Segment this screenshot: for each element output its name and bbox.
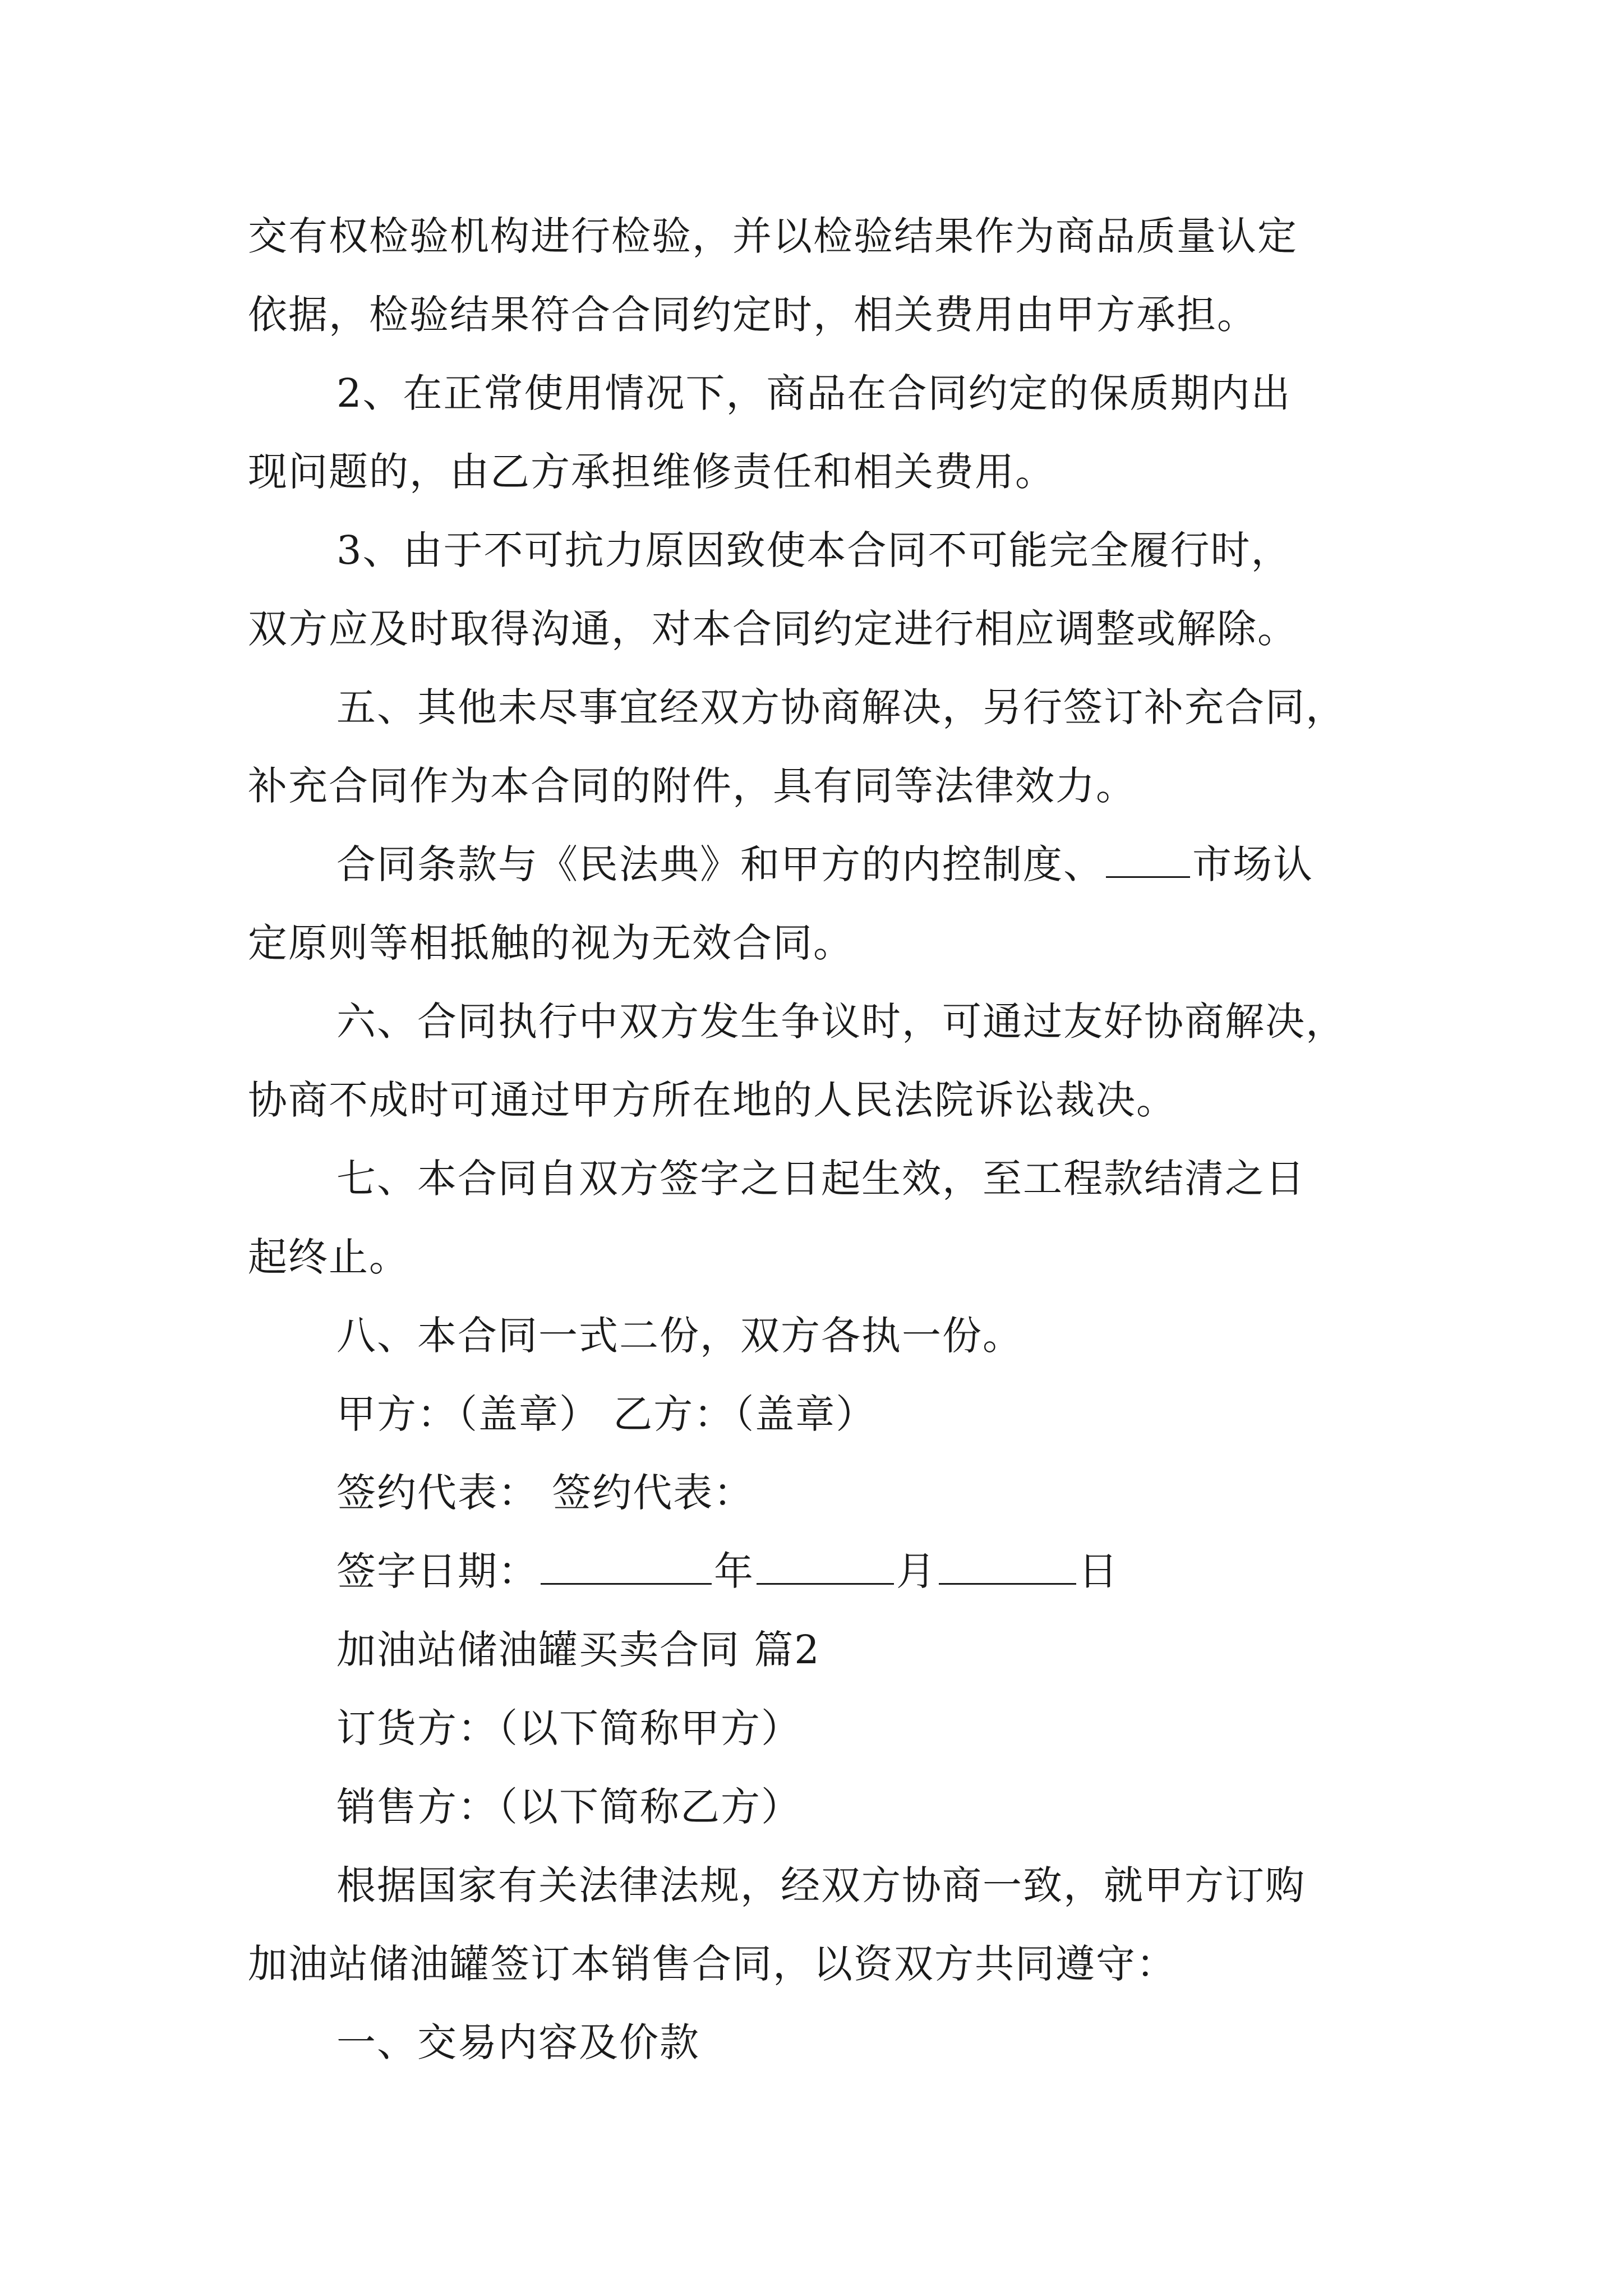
paragraph-line: 一、交易内容及价款 [336,2019,700,2065]
paragraph-line: 双方应及时取得沟通，对本合同约定进行相应调整或解除。 [248,606,1298,652]
paragraph-line: 八、本合同一式二份，双方各执一份。 [336,1313,1023,1359]
line-text: 月 [896,1548,937,1594]
paragraph-line: 起终止。 [248,1234,409,1280]
signature-date-line [336,1548,1492,1594]
blank-underline [757,1583,894,1585]
paragraph-line: 订货方：（以下简称甲方） [336,1705,801,1751]
section-title: 加油站储油罐买卖合同 篇2 [336,1627,820,1673]
paragraph-line: 五、其他未尽事宜经双方协商解决，另行签订补充合同， [336,684,1346,730]
paragraph-line: 根据国家有关法律法规，经双方协商一致，就甲方订购 [336,1862,1306,1908]
blank-underline [939,1583,1076,1585]
paragraph-line: 现问题的，由乙方承担维修责任和相关费用。 [248,449,1055,495]
paragraph-line: 加油站储油罐签订本销售合同，以资双方共同遵守： [248,1941,1177,1987]
paragraph-line: 销售方：（以下简称乙方） [336,1784,801,1830]
paragraph-line: 2、在正常使用情况下，商品在合同约定的保质期内出 [336,370,1292,416]
blank-underline [1106,876,1190,878]
line-text: 签字日期： [336,1548,538,1594]
paragraph-line: 六、合同执行中双方发生争议时，可通过友好协商解决， [336,999,1346,1045]
line-text: 日 [1078,1548,1119,1594]
paragraph-line: 依据，检验结果符合合同约定时，相关费用由甲方承担。 [248,292,1257,338]
paragraph-line: 补充合同作为本合同的附件，具有同等法律效力。 [248,763,1136,809]
paragraph-line: 甲方：（盖章） 乙方：（盖章） [336,1391,877,1437]
paragraph-line: 3、由于不可抗力原因致使本合同不可能完全履行时， [336,527,1292,573]
line-text: 年 [714,1548,754,1594]
paragraph-line: 签约代表： 签约代表： [336,1470,754,1516]
paragraph-line: 定原则等相抵触的视为无效合同。 [248,920,854,966]
paragraph-line: 交有权检验机构进行检验，并以检验结果作为商品质量认定 [248,213,1298,259]
paragraph-line [336,841,1492,887]
line-text: 市场认 [1192,841,1313,887]
paragraph-line: 七、本合同自双方签字之日起生效，至工程款结清之日 [336,1156,1306,1202]
paragraph-line: 协商不成时可通过甲方所在地的人民法院诉讼裁决。 [248,1077,1177,1123]
line-text: 合同条款与《民法典》和甲方的内控制度、 [336,841,1104,887]
blank-underline [541,1583,712,1585]
